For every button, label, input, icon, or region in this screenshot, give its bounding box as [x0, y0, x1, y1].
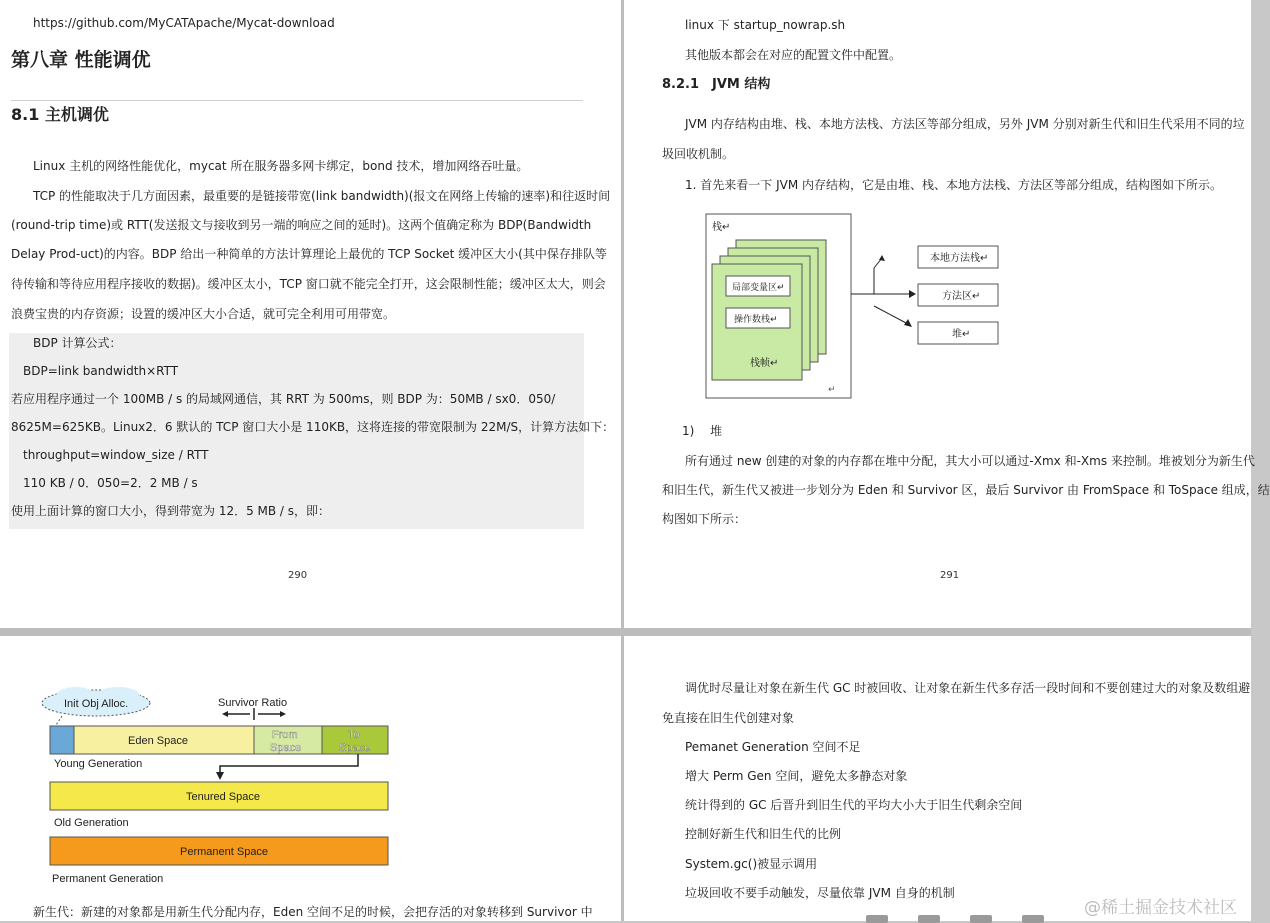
page-gap-vertical — [621, 0, 624, 921]
paragraph: (round-trip time)或 RTT(发送报文与接收到另一端的响应之间的延时)。这两个值确定称为 BDP(Bandwidth — [11, 218, 592, 232]
paragraph: 调优时尽量让对象在新生代 GC 时被回收、让对象在新生代多存活一段时间和不要创建过大的对象及数组避 — [685, 681, 1251, 695]
list-item: 1) 堆 — [682, 424, 723, 438]
permanent-space-label: Permanent Space — [180, 846, 269, 858]
page-292 — [0, 636, 621, 921]
paragraph: 和旧生代，新生代又被进一步划分为 Eden 和 Survivor 区，最后 Survivor 由 FromSpace 和 ToSpace 组成，结 — [662, 483, 1270, 497]
tenured-space-label: Tenured Space — [186, 791, 260, 803]
code-line: BDP=link bandwidth×RTT — [23, 364, 179, 378]
young-generation-label: Young Generation — [54, 758, 143, 770]
paragraph: 待传输和等待应用程序接收的数据)。缓冲区太小，TCP 窗口就不能完全打开，这会限制性能；缓冲区太大，则会 — [11, 277, 606, 291]
to-space-label: Space — [339, 742, 371, 754]
page-291 — [624, 0, 1270, 628]
paragraph: JVM 内存结构由堆、栈、本地方法栈、方法区等部分组成，另外 JVM 分别对新生代和旧生代采用不同的垃 — [685, 117, 1245, 131]
paragraph: 其他版本都会在对应的配置文件中配置。 — [685, 48, 902, 62]
init-alloc-label: Init Obj Alloc. — [64, 698, 129, 710]
paragraph: 控制好新生代和旧生代的比例 — [685, 827, 842, 841]
arrow-head — [909, 290, 916, 298]
code-line: throughput=window_size / RTT — [23, 448, 209, 462]
stack-frame-label: 栈帧↵ — [750, 358, 779, 369]
new-object-marker — [50, 726, 74, 754]
return-mark: ↵ — [828, 384, 836, 394]
arrow-head — [216, 772, 224, 780]
viewer-control[interactable] — [1022, 915, 1044, 923]
paragraph: 增大 Perm Gen 空间，避免太多静态对象 — [685, 769, 908, 783]
method-area-label: 方法区↵ — [942, 291, 981, 302]
operand-stack-label: 操作数栈↵ — [734, 314, 778, 324]
jvm-memory-diagram — [702, 210, 989, 402]
connector-line — [874, 306, 908, 324]
arrow-head — [222, 711, 228, 717]
code-line: BDP 计算公式： — [33, 336, 122, 350]
paragraph-cut: 新生代：新建的对象都是用新生代分配内存，Eden 空间不足的时候，会把存活的对象转移到 Survivor 中 — [33, 905, 593, 919]
section-title: 8.2.1 JVM 结构 — [662, 77, 771, 92]
stack-label: 栈↵ — [712, 222, 731, 233]
code-line: 110 KB / 0．050=2．2 MB / s — [23, 476, 198, 490]
paragraph: Delay Prod-uct)的内容。BDP 给出一种简单的方法计算理论上最优的 TCP Socket 缓冲区大小(其中保存排队等 — [11, 247, 607, 261]
page-number: 291 — [940, 570, 960, 581]
viewer-control[interactable] — [970, 915, 992, 923]
old-generation-label: Old Generation — [54, 817, 129, 829]
paragraph: 构图如下所示： — [662, 512, 747, 526]
heap-generations-diagram — [36, 676, 396, 888]
paragraph: linux 下 startup_nowrap.sh — [685, 18, 846, 32]
paragraph: Pemanet Generation 空间不足 — [685, 740, 861, 754]
to-space-label: To — [348, 729, 360, 741]
heap-label: 堆↵ — [952, 329, 971, 340]
survivor-ratio-label: Survivor Ratio — [218, 697, 288, 709]
paragraph: Linux 主机的网络性能优化，mycat 所在服务器多网卡绑定，bond 技术，增加网络吞吐量。 — [33, 159, 529, 173]
chapter-title: 第八章 性能调优 — [11, 49, 151, 71]
from-space-label: Space — [270, 742, 302, 754]
viewer-control[interactable] — [918, 915, 940, 923]
section-title: 8.1 主机调优 — [11, 105, 109, 124]
paragraph: 统计得到的 GC 后晋升到旧生代的平均大小大于旧生代剩余空间 — [685, 798, 1023, 812]
eden-space-label: Eden Space — [128, 735, 188, 747]
code-line: 8625M=625KB。Linux2．6 默认的 TCP 窗口大小是 110KB，这将连接的带宽限制为 22M/S，计算方法如下： — [11, 420, 615, 434]
native-stack-label: 本地方法栈↵ — [930, 253, 989, 264]
from-space-label: From — [272, 729, 298, 741]
paragraph: 圾回收机制。 — [662, 147, 735, 161]
list-item: 1. 首先来看一下 JVM 内存结构，它是由堆、栈、本地方法栈、方法区等部分组成，结构图如下所示。 — [685, 178, 1222, 192]
permanent-generation-label: Permanent Generation — [52, 873, 164, 885]
promotion-arrow — [220, 754, 358, 774]
local-vars-label: 局部变量区↵ — [732, 282, 785, 292]
code-line: 使用上面计算的窗口大小，得到带宽为 12．5 MB / s，即： — [11, 504, 331, 518]
paragraph: 所有通过 new 创建的对象的内存都在堆中分配，其大小可以通过-Xmx 和-Xms 来控制。堆被划分为新生代 — [685, 454, 1255, 468]
paragraph: 垃圾回收不要手动触发，尽量依靠 JVM 自身的机制 — [685, 886, 955, 900]
paragraph: 浪费宝贵的内存资源；设置的缓冲区大小合适，就可完全利用可用带宽。 — [11, 307, 396, 321]
page-293 — [624, 636, 1251, 921]
paragraph: TCP 的性能取决于几方面因素，最重要的是链接带宽(link bandwidth)(报文在网络上传输的速率)和往返时间 — [33, 189, 611, 203]
page-290 — [0, 0, 621, 628]
paragraph: System.gc()被显示调用 — [685, 857, 818, 871]
paragraph: 免直接在旧生代创建对象 — [662, 711, 795, 725]
page-number: 290 — [288, 570, 308, 581]
url-text: https://github.com/MyCATApache/Mycat-download — [33, 16, 335, 30]
watermark: @稀土掘金技术社区 — [1084, 898, 1237, 918]
viewer-control[interactable] — [866, 915, 888, 923]
page-gap-horizontal — [0, 628, 1251, 636]
arrow-head — [879, 255, 885, 261]
code-line: 若应用程序通过一个 100MB / s 的局域网通信，其 RRT 为 500ms，则 BDP 为：50MB / sx0．050/ — [11, 392, 556, 406]
section-divider — [11, 100, 583, 101]
arrow-head — [280, 711, 286, 717]
